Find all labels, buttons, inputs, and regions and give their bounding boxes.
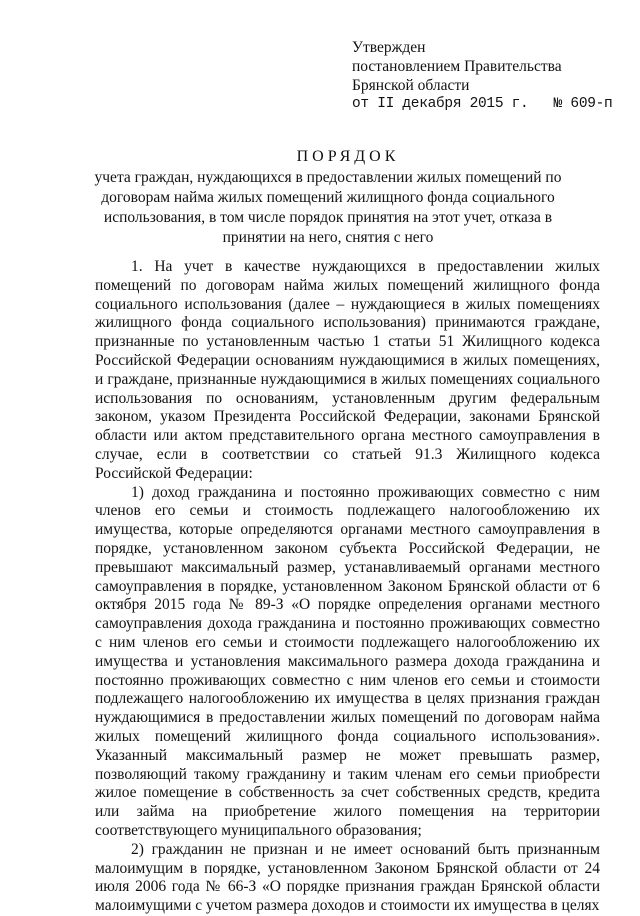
approval-date-number: от II декабря 2015 г. № 609-п [352,96,613,112]
paragraph-1-item-2: 2) гражданин не признан и не имеет оснований быть признанным малоимущим в порядке, установленном Законом Брянской области от 24 июля 2006 года № 66-З «О порядке признания граждан Брянской области малоимущими с учетом размера доходов и стоимости их имущества в целях [95,840,600,915]
approval-line-approved: Утвержден [352,39,426,56]
paragraph-1: 1. На учет в качестве нуждающихся в предоставлении жилых помещений по договорам найма жилых помещений жилищного фонда социального использования (далее – нуждающиеся в жилых помещениях жилищного фонда социального использования) принимаются граждане, признанные по установленным частью 1 статьи 51 Жилищного кодекса Российской Федерации основаниям нуждающимися в жилых помещениях, и граждане, признанные нуждающимися в жилых помещениях социального использования по основаниям, установленным другим федеральным законом, указом Президента Российской Федерации, законами Брянской области или актом представительного органа местного самоуправления в случае, если в соответствии со статьей 91.3 Жилищного кодекса Российской Федерации: [95,258,600,482]
document-body [95,258,600,916]
document-subtitle: учета граждан, нуждающихся в предоставлении жилых помещений по договорам найма жилых помещений жилищного фонда социального использования, в том числе порядок принятия на этот учет, отказа в принятии на него, снятия с него [94,169,562,246]
approval-stamp [352,38,632,114]
document-title: ПОРЯДОК [296,148,400,165]
approval-line-resolution: постановлением Правительства [352,58,562,75]
paragraph-1-item-1: 1) доход гражданина и постоянно проживающих совместно с ним членов его семьи и стоимость подлежащего налогообложению их имущества, которые определяются органами местного самоуправления в порядке, установленном законом субъекта Российской Федерации, не превышают максимальный размер, устанавливаемый органами местного самоуправления в порядке, установленном Законом Брянской области от 6 октября 2015 года № 89-З «О порядке определения органами местного самоуправления дохода гражданина и постоянно проживающих совместно с ним членов его семьи и стоимости подлежащего налогообложению их имущества и установления максимального размера дохода гражданина и постоянно проживающих совместно с ним членов его семьи и стоимости подлежащего налогообложению их имущества в целях признания граждан нуждающимися в предоставлении жилых помещений по договорам найма жилых помещений жилищного фонда социального использования». Указанный максимальный размер не может превышать размер, позволяющий такому гражданину и таким членам его семьи приобрести жилое помещение в собственность за счет собственных средств, кредита или займа на приобретение жилого помещения на территории соответствующего муниципального образования; [95,483,600,839]
approval-line-region: Брянской области [352,77,470,94]
